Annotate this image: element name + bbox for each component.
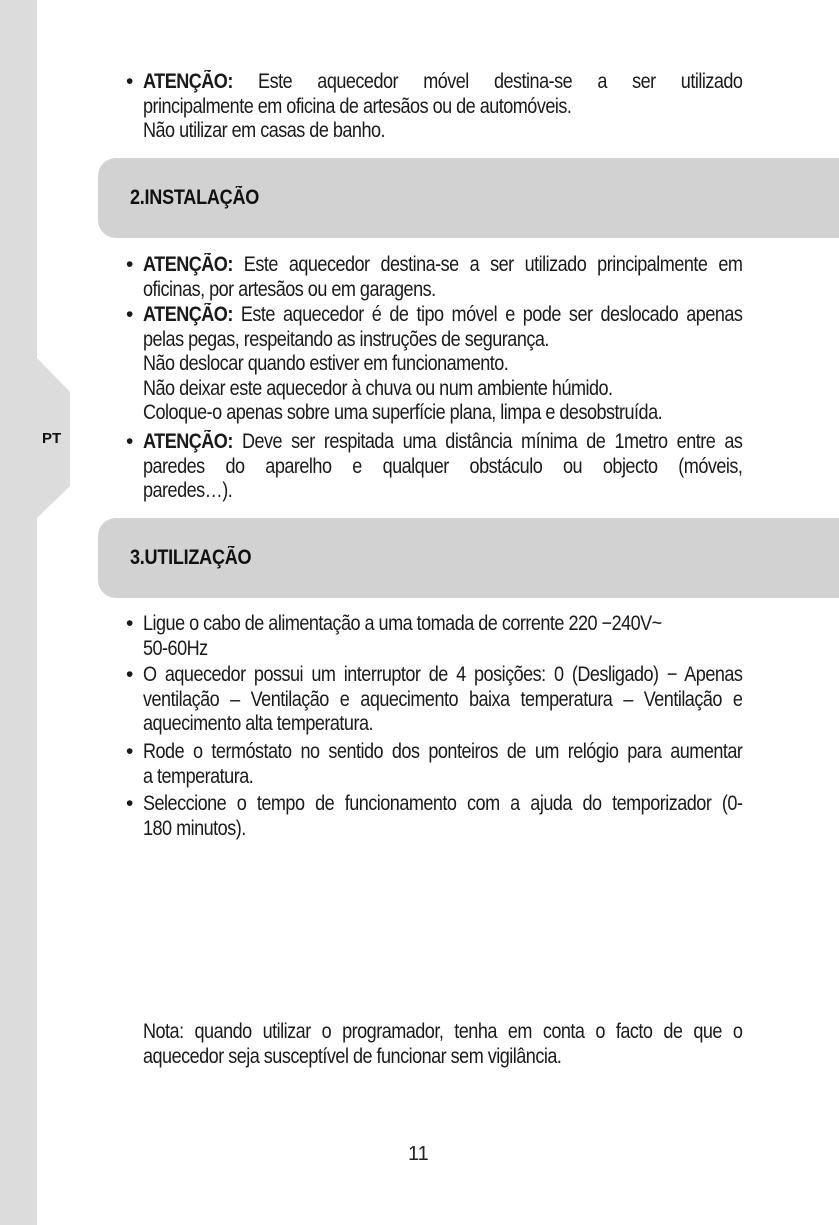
bullet-icon: • bbox=[126, 792, 134, 815]
list-item bbox=[143, 663, 742, 737]
section-title-usage: 3.UTILIZAÇÃO bbox=[130, 546, 252, 569]
language-tab-label: PT bbox=[42, 430, 62, 447]
text-line: paredes…). bbox=[143, 479, 233, 503]
note-paragraph bbox=[143, 1020, 742, 1069]
text-line: Ligue o cabo de alimentação a uma tomada de corrente 220 −240V~ bbox=[143, 612, 662, 635]
text-line: aquecimento alta temperatura. bbox=[143, 712, 373, 736]
section-title-installation: 2.INSTALAÇÃO bbox=[130, 186, 260, 209]
list-item bbox=[143, 430, 742, 504]
list-item bbox=[143, 303, 742, 426]
note-line-2: aquecedor seja susceptível de funcionar sem vigilância. bbox=[143, 1044, 562, 1068]
page-number: 11 bbox=[408, 1143, 429, 1165]
bullet-icon: • bbox=[126, 740, 134, 763]
warning-keyword: ATENÇÃO: bbox=[143, 253, 233, 276]
bullet-icon: • bbox=[126, 70, 134, 93]
text-line: ATENÇÃO: Este aquecedor destina-se a ser utilizado principalmente em bbox=[143, 253, 743, 276]
text-line: Seleccione o tempo de funcionamento com a ajuda do temporizador (0- bbox=[143, 792, 743, 815]
note-line-1: Nota: quando utilizar o programador, tenha em conta o facto de que o bbox=[143, 1020, 743, 1043]
text-line: ventilação – Ventilação e aquecimento baixa temperatura – Ventilação e bbox=[143, 687, 743, 711]
bullet-icon: • bbox=[126, 663, 134, 686]
text-line: ATENÇÃO: Este aquecedor é de tipo móvel e pode ser deslocado apenas bbox=[143, 303, 743, 326]
intro-line-2: principalmente em oficina de artesãos ou de automóveis. bbox=[143, 94, 572, 118]
text-line: Não deixar este aquecedor à chuva ou num ambiente húmido. bbox=[143, 376, 613, 400]
text-line: 50-60Hz bbox=[143, 636, 208, 660]
text-line: 180 minutos). bbox=[143, 816, 246, 840]
warning-keyword: ATENÇÃO: bbox=[143, 70, 233, 93]
text-line: Coloque-o apenas sobre uma superfície plana, limpa e desobstruída. bbox=[143, 401, 663, 425]
text-line: paredes do aparelho e qualquer obstáculo ou objecto (móveis, bbox=[143, 454, 743, 478]
side-strip bbox=[0, 0, 37, 1225]
text-line: pelas pegas, respeitando as instruções de segurança. bbox=[143, 327, 549, 351]
list-item bbox=[143, 612, 742, 661]
intro-paragraph bbox=[143, 70, 742, 144]
warning-keyword: ATENÇÃO: bbox=[143, 430, 233, 453]
bullet-icon: • bbox=[126, 612, 134, 635]
bullet-icon: • bbox=[126, 253, 134, 276]
text-line: Rode o termóstato no sentido dos ponteiros de um relógio para aumentar bbox=[143, 740, 743, 763]
bullet-icon: • bbox=[126, 303, 134, 326]
list-item bbox=[143, 740, 742, 789]
text-line: a temperatura. bbox=[143, 764, 254, 788]
intro-line-1: ATENÇÃO: Este aquecedor móvel destina-se a ser utilizado bbox=[143, 70, 743, 93]
list-item bbox=[143, 792, 742, 841]
warning-keyword: ATENÇÃO: bbox=[143, 303, 233, 326]
list-item bbox=[143, 253, 742, 302]
bullet-icon: • bbox=[126, 430, 134, 453]
text-line: ATENÇÃO: Deve ser respitada uma distância mínima de 1metro entre as bbox=[143, 430, 743, 453]
text-line: Não deslocar quando estiver em funcionamento. bbox=[143, 352, 509, 376]
text-line: oficinas, por artesãos ou em garagens. bbox=[143, 277, 436, 301]
text-line: O aquecedor possui um interruptor de 4 posições: 0 (Desligado) − Apenas bbox=[143, 663, 743, 686]
intro-line-3: Não utilizar em casas de banho. bbox=[143, 119, 386, 143]
